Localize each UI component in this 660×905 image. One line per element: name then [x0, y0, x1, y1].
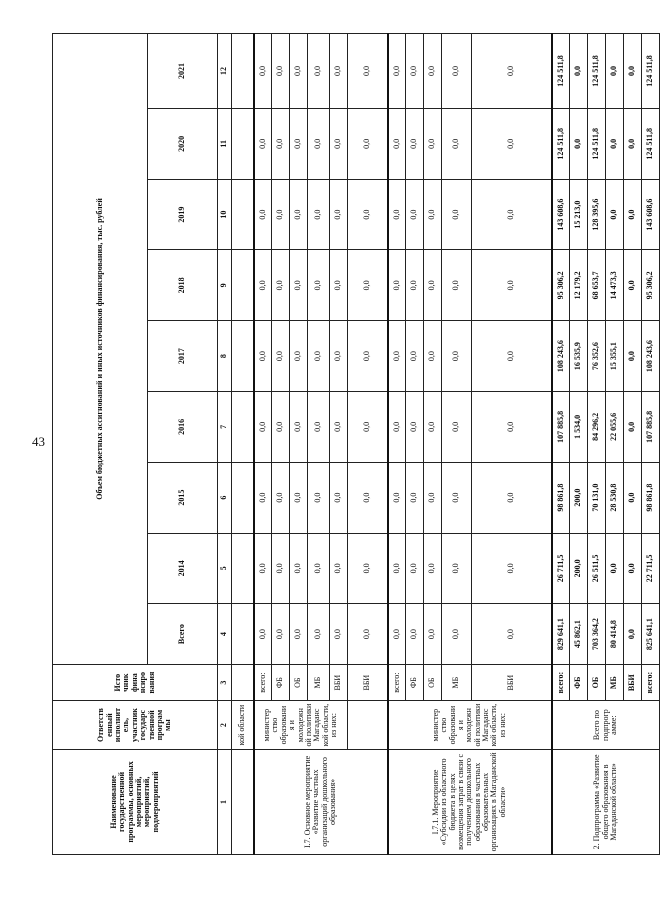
cell-value: 124 511,8: [588, 108, 606, 179]
cell-value: 95 306,2: [552, 250, 570, 321]
table-row: [232, 34, 254, 855]
cell-value: 200,0: [570, 462, 588, 533]
cell-value: 0,0: [272, 533, 290, 604]
cell-value: 0,0: [442, 179, 472, 250]
col-number: 3: [218, 664, 232, 700]
cell-value: 0,0: [330, 34, 348, 109]
cell-value: 0,0: [424, 392, 442, 463]
col-number: 11: [218, 108, 232, 179]
cell-value: 107 885,8: [552, 392, 570, 463]
cell-value: 108 243,6: [642, 321, 660, 392]
col-number: 2: [218, 701, 232, 750]
cell-value: 0,0: [348, 533, 388, 604]
cell-value: 98 861,8: [552, 462, 570, 533]
header-year: 2015: [148, 462, 218, 533]
cell-value: 124 511,8: [552, 34, 570, 109]
cell-value: 0,0: [254, 392, 272, 463]
cell-value: 0,0: [330, 179, 348, 250]
cell-value: 16 535,9: [570, 321, 588, 392]
cell-value: 0,0: [330, 533, 348, 604]
cell-value: 0,0: [472, 392, 552, 463]
cell-value: 0,0: [442, 604, 472, 665]
cell-value: 0,0: [388, 34, 406, 109]
cell-value: 107 885,8: [642, 392, 660, 463]
cell-value: 0,0: [406, 179, 424, 250]
cell-value: 0,0: [254, 34, 272, 109]
header-funding-title: Объем бюджетных ассигнований и иных источников финансирования, тыс. рублей: [53, 34, 148, 665]
header-year: 2017: [148, 321, 218, 392]
col-number: 9: [218, 250, 232, 321]
cell-value: 0,0: [272, 462, 290, 533]
cell-source: всего:: [388, 664, 406, 700]
cell-empty: [232, 179, 254, 250]
cell-value: 0,0: [406, 34, 424, 109]
cell-value: 0,0: [254, 604, 272, 665]
header-responsible: Ответств енный исполнит ель, участник государс твенной програм мы: [53, 701, 218, 750]
cell-value: 0,0: [254, 250, 272, 321]
cell-source: ОБ: [424, 664, 442, 700]
cell-value: 0,0: [290, 604, 308, 665]
cell-value: 0,0: [290, 34, 308, 109]
cell-value: 0,0: [406, 533, 424, 604]
header-total: Всего: [148, 604, 218, 665]
cell-value: 70 131,0: [588, 462, 606, 533]
cell-value: 0,0: [272, 604, 290, 665]
cell-value: 0,0: [348, 462, 388, 533]
cell-activity-name: 2. Подпрограмма «Развитие общего образования в Магаданской области»: [552, 749, 660, 854]
budget-table: [52, 33, 660, 855]
cell-value: 95 306,2: [642, 250, 660, 321]
cell-empty: [348, 701, 388, 750]
cell-value: 0,0: [348, 250, 388, 321]
col-number: 6: [218, 462, 232, 533]
cell-value: 0,0: [330, 462, 348, 533]
cell-value: 0,0: [606, 34, 624, 109]
cell-value: 0,0: [330, 604, 348, 665]
header-year: 2014: [148, 533, 218, 604]
cell-value: 124 511,8: [642, 108, 660, 179]
header-year: 2016: [148, 392, 218, 463]
cell-value: 0,0: [308, 108, 330, 179]
cell-value: 0,0: [254, 108, 272, 179]
cell-source: ФБ: [570, 664, 588, 700]
cell-value: 0,0: [624, 392, 642, 463]
cell-value: 0,0: [406, 108, 424, 179]
cell-value: 0,0: [442, 250, 472, 321]
cell-value: 0,0: [424, 250, 442, 321]
col-number: 1: [218, 749, 232, 854]
table-row: [388, 34, 406, 855]
cell-empty: [232, 108, 254, 179]
cell-value: 0,0: [308, 34, 330, 109]
cell-activity-name: I.7. Основное мероприятие «Развитие частных организаций дошкольного образования»: [254, 749, 388, 854]
header-source: Исто чник фина нсиро вания: [53, 664, 218, 700]
cell-value: 84 296,2: [588, 392, 606, 463]
cell-value: 0,0: [290, 321, 308, 392]
cell-value: 0,0: [348, 604, 388, 665]
cell-value: 200,0: [570, 533, 588, 604]
col-number: 4: [218, 604, 232, 665]
cell-activity-name: I.7.1. Мероприятие «Субсидии из областного бюджета в целях возмещения затрат в связи с получением дошкольного образования в частных образовательных организациях в Магаданской области»: [388, 749, 552, 854]
cell-value: 0,0: [624, 179, 642, 250]
cell-responsible: Всего по подпрогр амме:: [552, 701, 660, 750]
col-number: 8: [218, 321, 232, 392]
cell-source: ОБ: [290, 664, 308, 700]
cell-empty: [232, 749, 254, 854]
cell-value: 0,0: [624, 108, 642, 179]
cell-value: 0,0: [472, 250, 552, 321]
cell-value: 0,0: [624, 321, 642, 392]
col-number: 7: [218, 392, 232, 463]
column-number-row: [218, 34, 232, 855]
cell-value: 0,0: [290, 250, 308, 321]
cell-value: 0,0: [442, 34, 472, 109]
cell-value: 0,0: [424, 34, 442, 109]
cell-value: 0,0: [424, 321, 442, 392]
cell-value: 0,0: [290, 533, 308, 604]
cell-value: 22 055,6: [606, 392, 624, 463]
cell-value: 829 641,1: [552, 604, 570, 665]
cell-value: 0,0: [330, 392, 348, 463]
cell-empty: [232, 392, 254, 463]
cell-value: 76 352,6: [588, 321, 606, 392]
cell-value: 108 243,6: [552, 321, 570, 392]
cell-source: ФБ: [272, 664, 290, 700]
cell-value: 12 179,2: [570, 250, 588, 321]
cell-value: 124 511,8: [588, 34, 606, 109]
cell-value: 0,0: [308, 533, 330, 604]
cell-value: 0,0: [624, 250, 642, 321]
cell-value: 0,0: [330, 321, 348, 392]
cell-source: всего:: [642, 664, 660, 700]
table-row: [348, 34, 388, 855]
header-year: 2021: [148, 34, 218, 109]
cell-source: ВБИ: [624, 664, 642, 700]
cell-value: 0,0: [254, 462, 272, 533]
page-number: 43: [32, 434, 45, 449]
cell-value: 0,0: [330, 108, 348, 179]
cell-value: 124 511,8: [642, 34, 660, 109]
table-row: [254, 34, 272, 855]
cell-value: 0,0: [388, 250, 406, 321]
cell-value: 0,0: [272, 250, 290, 321]
cell-value: 0,0: [424, 533, 442, 604]
cell-source: МБ: [308, 664, 330, 700]
cell-source: ВБИ: [472, 664, 552, 700]
cell-source: ОБ: [588, 664, 606, 700]
cell-value: 26 511,5: [588, 533, 606, 604]
cell-source: МБ: [442, 664, 472, 700]
cell-value: 0,0: [624, 34, 642, 109]
cell-value: 0,0: [388, 462, 406, 533]
cell-value: 0,0: [472, 462, 552, 533]
table-body: [232, 34, 660, 855]
cell-empty: [232, 321, 254, 392]
cell-value: 0,0: [424, 604, 442, 665]
cell-empty: [232, 462, 254, 533]
cell-value: 0,0: [308, 392, 330, 463]
cell-source: ВБИ: [348, 664, 388, 700]
col-number: 12: [218, 34, 232, 109]
cell-value: 0,0: [472, 533, 552, 604]
cell-value: 0,0: [348, 108, 388, 179]
cell-value: 128 395,6: [588, 179, 606, 250]
cell-source: МБ: [606, 664, 624, 700]
cell-value: 14 473,3: [606, 250, 624, 321]
cell-value: 0,0: [272, 392, 290, 463]
cell-value: 0,0: [570, 108, 588, 179]
cell-value: 80 414,8: [606, 604, 624, 665]
cell-value: 0,0: [388, 604, 406, 665]
cell-value: 0,0: [406, 604, 424, 665]
cell-value: 825 641,1: [642, 604, 660, 665]
cell-value: 0,0: [442, 533, 472, 604]
cell-value: 0,0: [606, 108, 624, 179]
cell-value: 0,0: [570, 34, 588, 109]
cell-value: 0,0: [472, 321, 552, 392]
cell-value: 0,0: [254, 533, 272, 604]
cell-value: 1 534,0: [570, 392, 588, 463]
cell-value: 15 355,1: [606, 321, 624, 392]
cell-value: 0,0: [472, 179, 552, 250]
cell-value: 68 653,7: [588, 250, 606, 321]
cell-value: 0,0: [388, 321, 406, 392]
cell-value: 0,0: [406, 462, 424, 533]
cell-value: 0,0: [308, 604, 330, 665]
table-row: [552, 34, 570, 855]
cell-empty: [232, 604, 254, 665]
cell-responsible-fragment: кой области: [232, 701, 254, 750]
cell-value: 0,0: [406, 250, 424, 321]
cell-value: 0,0: [442, 321, 472, 392]
cell-value: 0,0: [308, 462, 330, 533]
cell-value: 0,0: [330, 250, 348, 321]
cell-value: 0,0: [388, 533, 406, 604]
cell-value: 0,0: [272, 108, 290, 179]
cell-responsible: министер ство образовани я и молодежн ой политики Магаданс кой области, из них:: [388, 701, 552, 750]
cell-value: 98 861,8: [642, 462, 660, 533]
header-name: Наименование государственной программы, основных мероприятий, мероприятий, подмероприятий: [53, 749, 218, 854]
cell-value: 22 711,5: [642, 533, 660, 604]
cell-value: 0,0: [348, 34, 388, 109]
cell-value: 45 862,1: [570, 604, 588, 665]
cell-value: 703 364,2: [588, 604, 606, 665]
cell-value: 0,0: [272, 34, 290, 109]
cell-value: 0,0: [624, 533, 642, 604]
cell-source: всего:: [552, 664, 570, 700]
cell-value: 26 711,5: [552, 533, 570, 604]
cell-value: 0,0: [290, 462, 308, 533]
cell-value: 0,0: [348, 321, 388, 392]
cell-value: 0,0: [406, 321, 424, 392]
cell-value: 0,0: [290, 179, 308, 250]
col-number: 10: [218, 179, 232, 250]
cell-value: 0,0: [442, 108, 472, 179]
cell-value: 0,0: [606, 179, 624, 250]
cell-value: 0,0: [388, 179, 406, 250]
cell-value: 0,0: [308, 250, 330, 321]
cell-source: всего:: [254, 664, 272, 700]
cell-empty: [232, 664, 254, 700]
cell-value: 0,0: [254, 321, 272, 392]
header-year: 2020: [148, 108, 218, 179]
cell-source: ФБ: [406, 664, 424, 700]
cell-value: 0,0: [424, 179, 442, 250]
cell-value: 124 511,8: [552, 108, 570, 179]
header-year: 2018: [148, 250, 218, 321]
header-year: 2019: [148, 179, 218, 250]
cell-empty: [232, 533, 254, 604]
cell-responsible: министер ство образовани я и молодежн ой политики Магаданс кой области, из них:: [254, 701, 348, 750]
cell-value: 0,0: [442, 392, 472, 463]
cell-value: 0,0: [348, 179, 388, 250]
cell-value: 0,0: [472, 34, 552, 109]
cell-value: 0,0: [624, 604, 642, 665]
cell-value: 0,0: [442, 462, 472, 533]
cell-empty: [232, 250, 254, 321]
cell-value: 0,0: [308, 321, 330, 392]
cell-value: 0,0: [254, 179, 272, 250]
cell-value: 0,0: [606, 533, 624, 604]
cell-value: 0,0: [308, 179, 330, 250]
cell-value: 0,0: [272, 179, 290, 250]
cell-value: 15 213,0: [570, 179, 588, 250]
cell-value: 0,0: [472, 604, 552, 665]
cell-value: 0,0: [348, 392, 388, 463]
cell-value: 28 530,8: [606, 462, 624, 533]
budget-table-rotated: [52, 33, 655, 855]
cell-empty: [232, 34, 254, 109]
cell-value: 0,0: [290, 108, 308, 179]
cell-value: 0,0: [424, 462, 442, 533]
col-number: 5: [218, 533, 232, 604]
cell-value: 143 608,6: [552, 179, 570, 250]
cell-value: 0,0: [424, 108, 442, 179]
cell-source: ВБИ: [330, 664, 348, 700]
cell-value: 143 608,6: [642, 179, 660, 250]
cell-value: 0,0: [272, 321, 290, 392]
cell-value: 0,0: [472, 108, 552, 179]
cell-value: 0,0: [406, 392, 424, 463]
cell-value: 0,0: [624, 462, 642, 533]
cell-value: 0,0: [388, 392, 406, 463]
cell-value: 0,0: [290, 392, 308, 463]
cell-value: 0,0: [388, 108, 406, 179]
